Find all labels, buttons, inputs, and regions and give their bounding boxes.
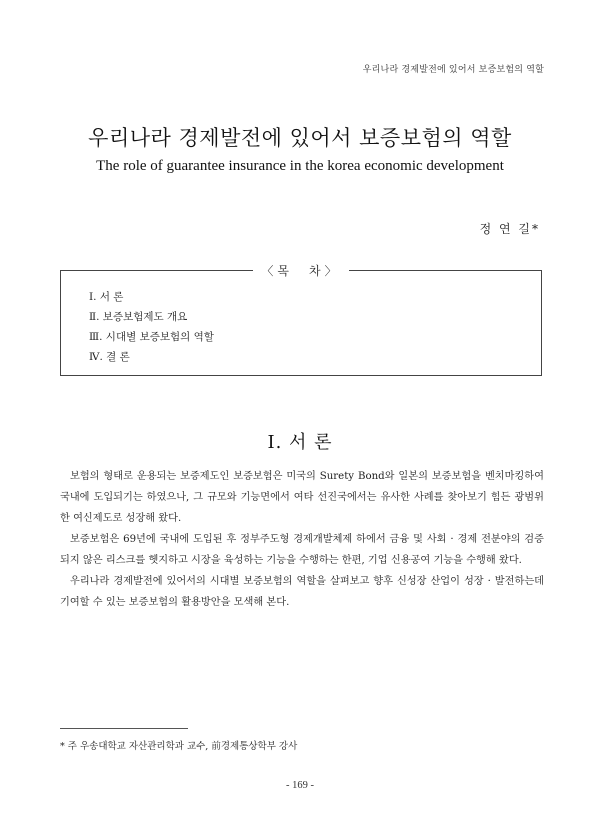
toc-heading-label: 〈목 차〉 <box>253 264 348 278</box>
author: 정 연 길* <box>479 222 540 236</box>
toc-heading <box>61 262 541 279</box>
toc-item: Ⅳ. 결 론 <box>89 351 130 363</box>
page-number: - 169 - <box>286 780 314 791</box>
toc-item: Ⅰ. 서 론 <box>89 291 124 303</box>
paragraph: 보험의 형태로 운용되는 보증제도인 보증보험은 미국의 Surety Bond와 일본의 보증보험을 벤치마킹하여 국내에 도입되기는 하였으나, 그 규모와 기능면에서 여타 선진국에서는 유사한 사례를 찾아보기 힘든 광범위한 여신제도로 성장해 왔다. <box>60 471 544 524</box>
title-english: The role of guarantee insurance in the korea economic development <box>96 158 504 174</box>
title-korean: 우리나라 경제발전에 있어서 보증보험의 역할 <box>88 126 512 150</box>
toc-list <box>89 287 214 367</box>
table-of-contents <box>60 264 542 376</box>
body-text <box>60 466 544 613</box>
paragraph: 우리나라 경제발전에 있어서의 시대별 보증보험의 역할을 살펴보고 향후 신성장 산업이 성장 · 발전하는데 기여할 수 있는 보증보험의 활용방안을 모색해 본다. <box>60 576 544 608</box>
toc-item: Ⅲ. 시대별 보증보험의 역할 <box>89 331 214 343</box>
toc-item: Ⅱ. 보증보험제도 개요 <box>89 311 188 323</box>
paragraph: 보증보험은 69년에 국내에 도입된 후 정부주도형 경제개발체제 하에서 금융 및 사회 · 경제 전분야의 검증되지 않은 리스크를 헷지하고 시장을 육성하는 기능을 수행하는 한편, 기업 신용공여 기능을 수행해 왔다. <box>60 534 544 566</box>
footnote: * 주 우송대학교 자산관리학과 교수, 前경제통상학부 강사 <box>60 741 298 752</box>
footnote-rule <box>60 728 188 729</box>
section-title: Ⅰ. 서 론 <box>267 432 333 453</box>
running-head: 우리나라 경제발전에 있어서 보증보험의 역할 <box>362 65 544 75</box>
